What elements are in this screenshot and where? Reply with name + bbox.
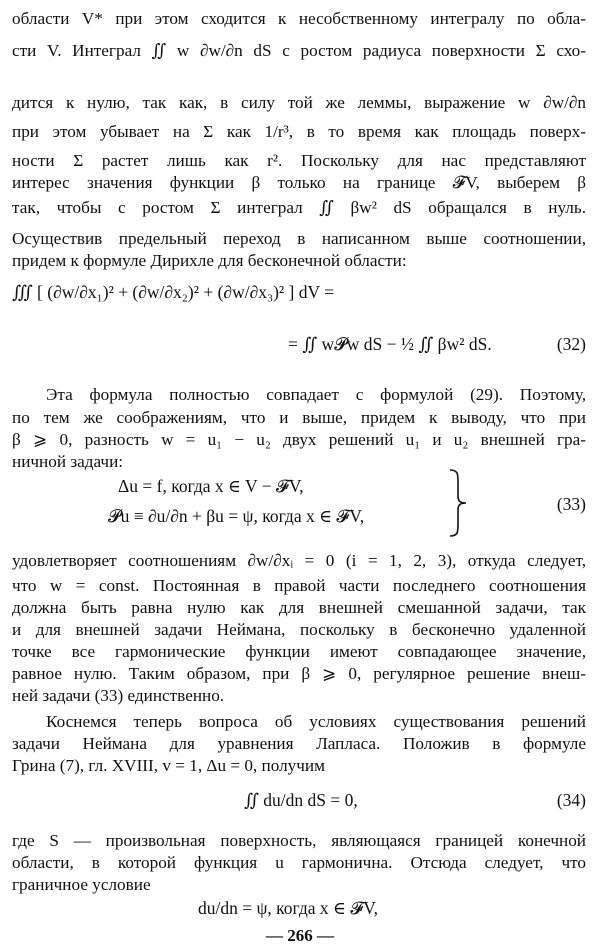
formula-33-row2: 𝓟u ≡ ∂u/∂n + βu = ψ, когда x ∈ 𝓕V, xyxy=(108,506,365,526)
text-line: ности Σ растет лишь как r². Поскольку для нас представляют xyxy=(12,151,586,170)
formula-33-row1: Δu = f, когда x ∈ V − 𝓕V, xyxy=(118,476,304,496)
text-line: Коснемся теперь вопроса об условиях существования решений xyxy=(46,712,586,731)
equation-number-33: (33) xyxy=(556,494,586,514)
text-line: Грина (7), гл. XVIII, v = 1, Δu = 0, получим xyxy=(12,756,325,775)
equation-number-34: (34) xyxy=(556,790,586,810)
text-line: Эта формула полностью совпадает с формулой (29). Поэтому, xyxy=(46,385,586,404)
text-line: придем к формуле Дирихле для бесконечной области: xyxy=(12,251,407,270)
page-number: — 266 — xyxy=(266,926,334,945)
text-line: и для внешней задачи Неймана, поскольку в бесконечно удаленной xyxy=(12,620,586,639)
formula-boundary-condition: du/dn = ψ, когда x ∈ 𝓕V, xyxy=(198,898,379,918)
equation-number-32: (32) xyxy=(556,334,586,354)
formula-32-lhs: ∭ [ (∂w/∂x₁)² + (∂w/∂x₂)² + (∂w/∂x₃)² ] dV = xyxy=(12,282,335,302)
text-line: удовлетворяет соотношениям ∂w/∂xᵢ = 0 (i = 1, 2, 3), откуда следует, xyxy=(12,551,586,570)
text-line: равное нулю. Таким образом, при β ⩾ 0, регулярное решение внеш- xyxy=(12,664,586,683)
text-line: точке все гармонические функции имеют совпадающее значение, xyxy=(12,642,586,661)
text-line: области, в которой функция u гармонична. Отсюда следует, что xyxy=(12,853,586,872)
text-line: граничное условие xyxy=(12,875,151,894)
right-brace-icon xyxy=(446,468,470,538)
text-line: должна быть равна нулю как для внешней смешанной задачи, так xyxy=(12,598,586,617)
formula-34: ∬ du/dn dS = 0, xyxy=(244,790,358,810)
text-line: β ⩾ 0, разность w = u₁ − u₂ двух решений u₁ и u₂ внешней гра- xyxy=(12,430,586,449)
text-line: при этом убывает на Σ как 1/r³, в то время как площадь поверх- xyxy=(12,122,586,141)
text-line: ней задачи (33) единственно. xyxy=(12,686,225,705)
text-line: где S — произвольная поверхность, являющаяся границей конечной xyxy=(12,831,586,850)
text-line: по тем же соображениям, что и выше, придем к выводу, что при xyxy=(12,408,586,427)
text-line: ничной задачи: xyxy=(12,452,124,471)
text-line: задачи Неймана для уравнения Лапласа. Положив в формуле xyxy=(12,734,586,753)
text-line: дится к нулю, так как, в силу той же леммы, выражение w ∂w/∂n xyxy=(12,93,586,112)
text-line: области V* при этом сходится к несобственному интегралу по обла- xyxy=(12,9,586,28)
text-line: Осуществив предельный переход в написанном выше соотношении, xyxy=(12,229,586,248)
text-line: что w = const. Постоянная в правой части последнего соотношения xyxy=(12,576,586,595)
text-line: сти V. Интеграл ∬ w ∂w/∂n dS с ростом радиуса поверхности Σ схо- xyxy=(12,41,586,60)
text-line: так, чтобы с ростом Σ интеграл ∬ βw² dS обращался в нуль. xyxy=(12,198,586,217)
formula-32-rhs: = ∬ w𝓟w dS − ½ ∬ βw² dS. xyxy=(288,334,492,354)
text-line: интерес значения функции β только на границе 𝓕V, выберем β xyxy=(12,173,586,192)
